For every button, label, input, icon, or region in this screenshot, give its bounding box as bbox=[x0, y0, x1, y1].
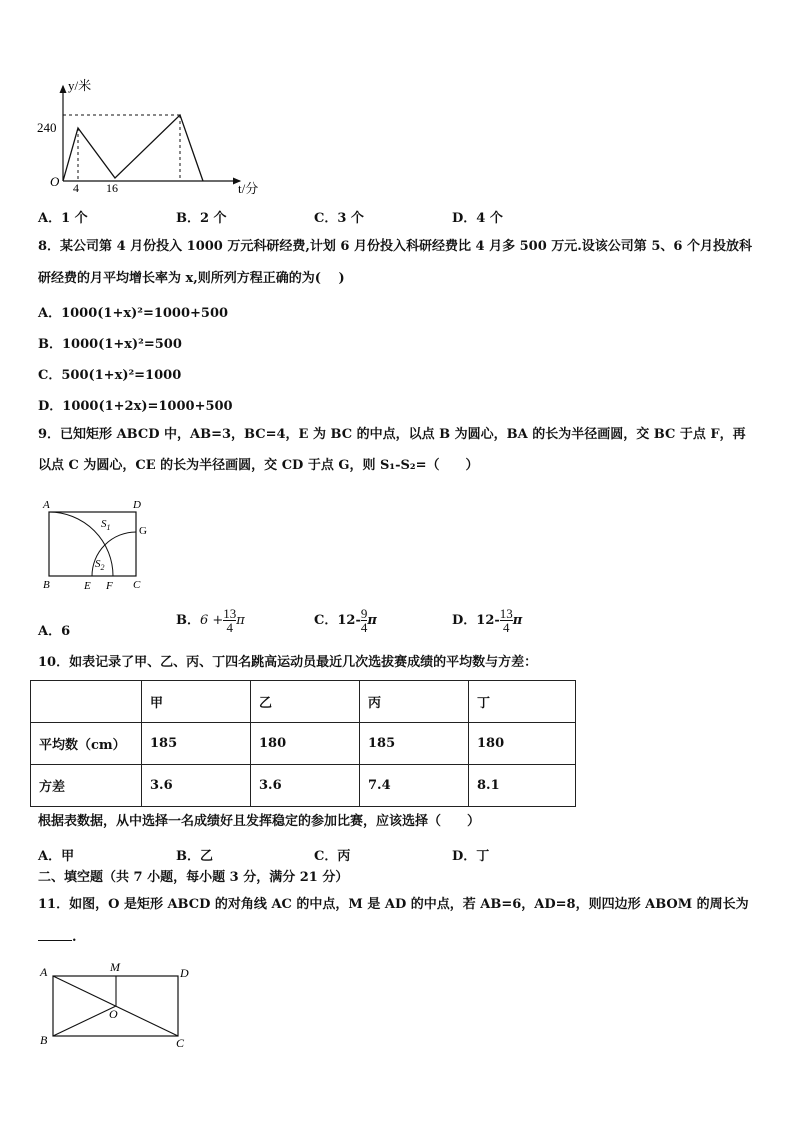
q8-stem-line1: 8．某公司第 4 月份投入 1000 万元科研经费,计划 6 月份投入科研经费比 4 月多 500 万元.设该公司第 5、6 个月投放科 bbox=[38, 239, 752, 254]
q11-figure bbox=[36, 958, 196, 1050]
q9-option-a[interactable]: A．6 bbox=[38, 624, 71, 639]
label-f: F bbox=[106, 580, 113, 592]
table-cell: 180 bbox=[251, 723, 360, 765]
q10-after-table: 根据表数据，从中选择一名成绩好且发挥稳定的参加比赛，应该选择（ ） bbox=[38, 814, 481, 829]
segment-bo bbox=[53, 1006, 116, 1036]
q10-option-a[interactable]: A．甲 bbox=[38, 849, 75, 864]
table-row bbox=[31, 723, 576, 765]
label-g: G bbox=[139, 525, 147, 537]
label-e: E bbox=[84, 580, 91, 592]
origin-label: O bbox=[50, 174, 60, 189]
label-s2: $S_2$ bbox=[95, 558, 105, 572]
q7-option-c[interactable]: C．3 个 bbox=[314, 211, 364, 226]
table-cell: 方差 bbox=[31, 765, 142, 807]
q9-figure bbox=[38, 495, 158, 595]
q7-option-d[interactable]: D．4 个 bbox=[452, 211, 503, 226]
q10-option-d[interactable]: D．丁 bbox=[452, 849, 490, 864]
label-m: M bbox=[110, 960, 120, 974]
label-d: D bbox=[180, 966, 189, 980]
q9-option-b[interactable]: B．6 + $\frac{13}{4}$ π bbox=[176, 606, 245, 635]
table-cell: 丙 bbox=[360, 681, 469, 723]
table-cell: 甲 bbox=[142, 681, 251, 723]
distance-line bbox=[63, 115, 203, 181]
table-cell: 185 bbox=[142, 723, 251, 765]
q9-option-d[interactable]: D．12- $\frac{13}{4}$ π bbox=[452, 606, 523, 635]
q8-option-b[interactable]: B．1000(1+x)²=500 bbox=[38, 337, 182, 352]
y-axis-label: y/米 bbox=[68, 78, 92, 93]
x-tick-4: 4 bbox=[73, 181, 79, 195]
q8-option-a[interactable]: A．1000(1+x)²=1000+500 bbox=[38, 306, 229, 321]
table-cell bbox=[31, 681, 142, 723]
label-s1: $S_1$ bbox=[101, 518, 111, 532]
answer-blank[interactable] bbox=[38, 928, 72, 941]
label-c: C bbox=[133, 579, 141, 591]
table-cell: 3.6 bbox=[142, 765, 251, 807]
q10-option-c[interactable]: C．丙 bbox=[314, 849, 351, 864]
q9-stem-line2: 以点 C 为圆心，CE 的长为半径画圆，交 CD 于点 G，则 S₁-S₂=（ ） bbox=[38, 458, 479, 473]
label-a: A bbox=[43, 499, 50, 511]
q7-graph bbox=[37, 78, 280, 200]
table-cell: 7.4 bbox=[360, 765, 469, 807]
table-cell: 乙 bbox=[251, 681, 360, 723]
table-cell: 丁 bbox=[469, 681, 576, 723]
q8-option-c[interactable]: C．500(1+x)²=1000 bbox=[38, 368, 182, 383]
x-tick-16: 16 bbox=[106, 181, 118, 195]
label-a: A bbox=[40, 965, 48, 979]
y-tick-240: 240 bbox=[37, 120, 57, 135]
q10-score-table bbox=[30, 680, 576, 807]
q7-option-b[interactable]: B．2 个 bbox=[176, 211, 227, 226]
label-c: C bbox=[176, 1036, 185, 1050]
label-b: B bbox=[43, 579, 50, 591]
table-cell: 185 bbox=[360, 723, 469, 765]
table-cell: 180 bbox=[469, 723, 576, 765]
label-d: D bbox=[133, 499, 141, 511]
x-axis-label: t/分 bbox=[238, 181, 259, 196]
q11-stem-line2: . bbox=[38, 928, 77, 946]
q10-stem: 10．如表记录了甲、乙、丙、丁四名跳高运动员最近几次选拔赛成绩的平均数与方差： bbox=[38, 655, 538, 670]
q7-option-a[interactable]: A．1 个 bbox=[38, 211, 88, 226]
q9-option-c[interactable]: C．12- $\frac{9}{4}$ π bbox=[314, 606, 377, 635]
q11-stem-line1: 11．如图，O 是矩形 ABCD 的对角线 AC 的中点，M 是 AD 的中点，若 AB=6，AD=8，则四边形 ABOM 的周长为 bbox=[38, 897, 749, 912]
table-row bbox=[31, 765, 576, 807]
label-b: B bbox=[40, 1033, 48, 1047]
table-header-row bbox=[31, 681, 576, 723]
label-o: O bbox=[109, 1007, 118, 1021]
q10-option-b[interactable]: B．乙 bbox=[176, 849, 213, 864]
section-title: 二、填空题（共 7 小题，每小题 3 分，满分 21 分） bbox=[38, 870, 349, 885]
q8-stem-line2: 研经费的月平均增长率为 x,则所列方程正确的为( ) bbox=[38, 271, 345, 286]
table-cell: 平均数（cm） bbox=[31, 723, 142, 765]
table-cell: 8.1 bbox=[469, 765, 576, 807]
table-cell: 3.6 bbox=[251, 765, 360, 807]
q9-stem-line1: 9．已知矩形 ABCD 中，AB=3，BC=4，E 为 BC 的中点，以点 B 为圆心，BA 的长为半径画圆，交 BC 于点 F，再 bbox=[38, 427, 746, 442]
q8-option-d[interactable]: D．1000(1+2x)=1000+500 bbox=[38, 399, 233, 414]
